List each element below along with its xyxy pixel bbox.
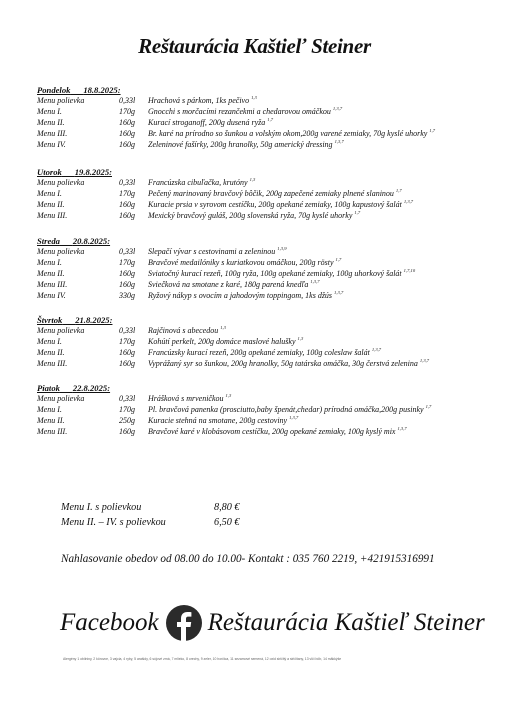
allergen-codes: 1,3 xyxy=(249,177,256,182)
allergen-codes: 1,3,7 xyxy=(397,425,407,431)
day-section xyxy=(37,383,497,438)
allergen-codes: 1,3 xyxy=(297,335,304,341)
menu-item-dish xyxy=(148,140,344,151)
menu-item-dish xyxy=(148,189,402,200)
menu-item xyxy=(37,427,497,438)
allergen-codes: 1,3,7 xyxy=(289,414,299,420)
menu-item-dish xyxy=(148,416,298,427)
day-section xyxy=(37,236,497,301)
allergen-label: Alergény xyxy=(63,657,77,661)
menu-item-name: Menu I. xyxy=(37,257,62,267)
menu-item xyxy=(37,359,497,370)
allergen-codes: 1,7 xyxy=(267,116,274,122)
menu-item-quantity: 160g xyxy=(119,210,135,220)
price-label: Menu I. s polievkou xyxy=(61,502,142,513)
menu-item-quantity: 170g xyxy=(119,188,135,198)
menu-item-quantity: 0,33l xyxy=(119,326,136,335)
menu-item xyxy=(37,280,497,291)
allergen-codes: 1,7 xyxy=(429,127,436,133)
menu-item-quantity: 160g xyxy=(119,128,135,138)
day-name: Utorok xyxy=(37,167,62,177)
menu-item-name: Menu I. xyxy=(37,106,62,116)
day-name: Pondelok xyxy=(37,85,71,95)
day-name: Streda xyxy=(37,236,60,246)
allergen-codes: 1,7 xyxy=(354,209,361,215)
dish-text: Sviatočný kurací rezeň, 100g ryža, 100g opekané zemiaky, 100g uhorkový šalát xyxy=(148,268,402,278)
menu-item xyxy=(37,140,497,151)
dish-text: Pl. bravčová panenka (prosciutto,baby špenát,chedar) prírodná omáčka,200g pusinky xyxy=(148,404,424,414)
allergen-codes: 1,7 xyxy=(335,256,342,262)
dish-text: Ryžový nákyp s ovocím a jahodovým toppingom, 1ks džús xyxy=(148,290,333,300)
dish-text: Hrášková s mrveničkou xyxy=(148,394,224,403)
allergen-codes: 1,3,7 xyxy=(403,198,414,204)
dish-text: Vyprážaný syr so šunkou, 200g hranolky, 50g tatárska omáčka, 30g čerstvá zelenina xyxy=(148,358,418,368)
menu-item-quantity: 0,33l xyxy=(119,178,136,187)
allergen-codes: 1,3,7 xyxy=(371,346,382,352)
menu-item-dish xyxy=(148,337,303,348)
menu-item xyxy=(37,211,497,222)
dish-text: Hrachová s párkom, 1ks pečivo xyxy=(148,96,250,105)
menu-item-dish xyxy=(148,200,413,211)
menu-item xyxy=(37,269,497,280)
menu-item-quantity: 160g xyxy=(119,279,135,289)
day-heading xyxy=(37,236,497,247)
menu-item-name: Menu III. xyxy=(37,128,68,138)
menu-item-name: Menu IV. xyxy=(37,139,66,149)
allergen-codes: 1,3,7 xyxy=(334,138,344,144)
day-heading xyxy=(37,85,497,96)
menu-item-dish xyxy=(148,247,286,258)
menu-item-dish xyxy=(148,118,273,129)
menu-item-quantity: 330g xyxy=(119,290,135,300)
menu-item xyxy=(37,416,497,427)
day-heading xyxy=(37,167,497,178)
menu-item xyxy=(37,337,497,348)
allergen-codes: 1,3 xyxy=(225,393,232,398)
day-date: 20.8.2025: xyxy=(72,236,111,246)
dish-text: Gnocchi s morčacími rezančekmi a chedarovou omáčkou xyxy=(148,106,331,116)
menu-item xyxy=(37,247,497,258)
menu-item-name: Menu III. xyxy=(37,210,68,220)
menu-item-name: Menu III. xyxy=(37,426,68,436)
facebook-label: Facebook xyxy=(60,609,159,636)
facebook-icon[interactable] xyxy=(166,605,202,641)
day-heading xyxy=(37,315,497,326)
dish-text: Rajčinová s abecedou xyxy=(148,326,219,335)
menu-item-dish xyxy=(148,211,360,222)
menu-item-name: Menu III. xyxy=(37,279,68,289)
menu-item-dish xyxy=(148,427,407,438)
allergen-codes: 1,3,7 xyxy=(310,278,320,284)
menu-item xyxy=(37,326,497,337)
allergen-codes: 1,7,10 xyxy=(403,267,416,273)
allergen-codes: 1,7 xyxy=(395,187,402,193)
dish-text: Bravčové medailóniky s kuriatkovou omáčkou, 200g rösty xyxy=(148,257,334,267)
menu-item-quantity: 0,33l xyxy=(119,247,136,256)
day-section xyxy=(37,85,497,150)
allergen-codes: 1,7 xyxy=(425,403,432,409)
menu-item-name: Menu polievka xyxy=(37,326,85,335)
menu-item-name: Menu II. xyxy=(37,268,65,278)
allergen-codes: 1,3,7 xyxy=(332,105,343,111)
menu-item-dish xyxy=(148,96,257,107)
allergen-codes: 1,3,7 xyxy=(419,357,430,363)
menu-item-quantity: 170g xyxy=(119,404,135,414)
menu-item xyxy=(37,178,497,189)
allergen-text: 1 obilniny, 2 kôrovce, 3 vajcia, 4 ryby, 5 arašidy, 6 sójové zrná, 7 mlieko, 8 orechy, 9 zeler, 10 horčica, 11 sezamové semená, 12 oxid siričitý a siričitany, 13 vlčí bôb, 14 mäkkýše xyxy=(77,657,342,661)
day-name: Piatok xyxy=(37,383,60,393)
day-date: 19.8.2025: xyxy=(74,167,112,177)
day-date: 21.8.2025: xyxy=(75,315,113,325)
restaurant-title: Reštaurácia Kaštieľ Steiner xyxy=(138,34,371,58)
dish-text: Mexický bravčový guláš, 200g slovenská ryža, 70g kyslé uhorky xyxy=(148,210,353,220)
menu-item-dish xyxy=(148,291,343,302)
day-name: Štvrtok xyxy=(37,315,63,325)
menu-item-quantity: 160g xyxy=(119,358,135,368)
menu-item-name: Menu II. xyxy=(37,347,65,357)
menu-item xyxy=(37,291,497,302)
menu-item-name: Menu III. xyxy=(37,358,68,368)
day-date: 18.8.2025: xyxy=(83,85,121,95)
menu-item-quantity: 170g xyxy=(119,336,135,346)
menu-item-dish xyxy=(148,129,435,140)
menu-item-name: Menu polievka xyxy=(37,96,85,105)
menu-item-name: Menu polievka xyxy=(37,394,85,403)
menu-item-name: Menu polievka xyxy=(37,178,85,187)
allergen-codes: 1,3 xyxy=(251,95,257,100)
dish-text: Bravčové karé v klobásovom cestíčku, 200g opekané zemiaky, 100g kyslý mix xyxy=(148,426,396,436)
menu-item xyxy=(37,200,497,211)
price-label: Menu II. – IV. s polievkou xyxy=(61,517,166,528)
menu-item xyxy=(37,129,497,140)
menu-item-dish xyxy=(148,280,320,291)
menu-item-dish xyxy=(148,394,231,405)
dish-text: Kuracie prsia v syrovom cestíčku, 200g opekané zemiaky, 100g kapustový šalát xyxy=(148,199,402,209)
menu-item-dish xyxy=(148,269,415,280)
menu-item-dish xyxy=(148,107,342,118)
contact-info: Nahlasovanie obedov od 08.00 do 10.00- Kontakt : 035 760 2219, +421915316991 xyxy=(61,553,435,565)
dish-text: Pečený marinovaný bravčový bôčik, 200g zapečené zemiaky plnené slaninou xyxy=(148,188,394,198)
menu-item xyxy=(37,405,497,416)
menu-item-quantity: 0,33l xyxy=(119,96,136,105)
menu-item-quantity: 170g xyxy=(119,257,135,267)
menu-item-quantity: 0,33l xyxy=(119,394,136,403)
allergen-codes: 1,3 xyxy=(220,325,226,330)
menu-item-dish xyxy=(148,178,255,189)
menu-item-name: Menu IV. xyxy=(37,290,66,300)
day-heading xyxy=(37,383,497,394)
menu-item-quantity: 160g xyxy=(119,347,135,357)
menu-item-dish xyxy=(148,348,381,359)
dish-text: Kohútí perkelt, 200g domáce maslové halušky xyxy=(148,336,296,346)
dish-text: Sviečková na smotane z karé, 180g parená knedľa xyxy=(148,279,309,289)
menu-item-dish xyxy=(148,326,226,337)
dish-text: Slepačí vývar s cestovinami a zeleninou xyxy=(148,247,276,256)
price-value: 8,80 € xyxy=(214,502,240,513)
menu-item xyxy=(37,258,497,269)
menu-item-quantity: 170g xyxy=(119,106,135,116)
menu-item-name: Menu I. xyxy=(37,336,62,346)
menu-item-quantity: 160g xyxy=(119,117,135,127)
menu-item-dish xyxy=(148,258,341,269)
menu-item-quantity: 160g xyxy=(119,199,135,209)
facebook-page-name: Reštaurácia Kaštieľ Steiner xyxy=(207,609,485,636)
menu-item xyxy=(37,118,497,129)
menu-item-quantity: 160g xyxy=(119,426,135,436)
dish-text: Zeleninové fašírky, 200g hranolky, 50g americký dressing xyxy=(148,139,333,149)
menu-item-name: Menu II. xyxy=(37,199,65,209)
allergen-footnote xyxy=(63,657,453,661)
dish-text: Francúzska cibuľačka, krutóny xyxy=(148,178,248,187)
menu-item-quantity: 160g xyxy=(119,139,135,149)
price-value: 6,50 € xyxy=(214,517,240,528)
menu-item xyxy=(37,189,497,200)
facebook-line[interactable] xyxy=(60,600,485,646)
menu-item-name: Menu II. xyxy=(37,415,65,425)
dish-text: Francúzsky kurací rezeň, 200g opekané zemiaky, 100g coleslaw šalát xyxy=(148,347,370,357)
day-section xyxy=(37,315,497,370)
dish-text: Kuracie stehná na smotane, 200g cestoviny xyxy=(148,415,288,425)
menu-item-name: Menu polievka xyxy=(37,247,85,256)
day-date: 22.8.2025: xyxy=(72,383,111,393)
menu-item-name: Menu II. xyxy=(37,117,65,127)
day-section xyxy=(37,167,497,222)
menu-item-dish xyxy=(148,359,429,370)
dish-text: Br. karé na prírodno so šunkou a volským okom,200g varené zemiaky, 70g kyslé uhorky xyxy=(148,128,428,138)
menu-item-name: Menu I. xyxy=(37,188,62,198)
menu-item xyxy=(37,96,497,107)
menu-item-quantity: 250g xyxy=(119,415,135,425)
menu-item-name: Menu I. xyxy=(37,404,62,414)
menu-item-quantity: 160g xyxy=(119,268,135,278)
dish-text: Kurací stroganoff, 200g dusená ryža xyxy=(148,117,266,127)
allergen-codes: 1,3,9 xyxy=(277,246,287,251)
allergen-codes: 1,3,7 xyxy=(334,289,344,295)
